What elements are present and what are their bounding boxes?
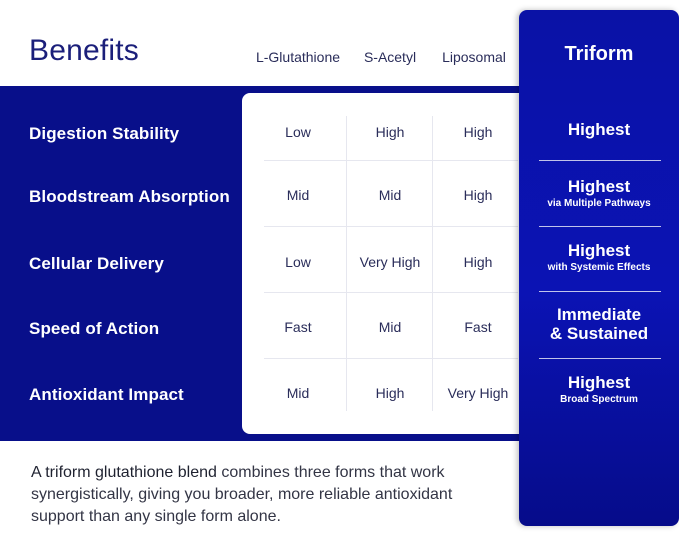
footer-rest: combines three forms that work synergistically, giving you broader, more reliable antioxidant support than any single form alone.	[31, 464, 453, 525]
triform-cell-sub: via Multiple Pathways	[547, 198, 651, 209]
cell-cellular-s-acetyl: Very High	[359, 254, 421, 270]
triform-cell-main: Highest	[567, 120, 631, 139]
footer-text	[31, 462, 491, 528]
column-header-s-acetyl: S-Acetyl	[363, 49, 417, 65]
triform-cell-absorption	[519, 177, 679, 209]
cell-speed-s-acetyl: Mid	[378, 319, 402, 335]
triform-column	[519, 10, 679, 526]
triform-divider	[539, 226, 661, 227]
triform-cell-antioxidant	[519, 373, 679, 405]
cell-digestion-s-acetyl: High	[375, 124, 405, 140]
cell-antioxidant-s-acetyl: High	[375, 385, 405, 401]
cell-absorption-s-acetyl: Mid	[378, 187, 402, 203]
row-label-cellular: Cellular Delivery	[29, 254, 164, 273]
cell-absorption-l-glutathione: Mid	[286, 187, 310, 203]
column-header-liposomal: Liposomal	[442, 49, 506, 65]
row-label-digestion: Digestion Stability	[29, 124, 180, 143]
triform-cell-sub: with Systemic Effects	[547, 262, 651, 273]
row-label-speed: Speed of Action	[29, 319, 160, 338]
triform-cell-main: Highest	[567, 177, 631, 196]
triform-title: Triform	[564, 43, 634, 65]
triform-divider	[539, 160, 661, 161]
cell-speed-l-glutathione: Fast	[284, 319, 312, 335]
triform-divider	[539, 358, 661, 359]
triform-cell-sub: Broad Spectrum	[560, 394, 638, 405]
cell-antioxidant-l-glutathione: Mid	[286, 385, 310, 401]
triform-cell-cellular	[519, 241, 679, 273]
cell-antioxidant-liposomal: Very High	[447, 385, 509, 401]
grid-line	[264, 292, 518, 293]
row-label-antioxidant: Antioxidant Impact	[29, 385, 184, 404]
cell-absorption-liposomal: High	[463, 187, 493, 203]
triform-cell-main: Highest	[567, 373, 631, 392]
cell-cellular-liposomal: High	[463, 254, 493, 270]
triform-cell-main: Immediate & Sustained	[549, 305, 649, 343]
cell-speed-liposomal: Fast	[464, 319, 492, 335]
triform-cell-speed	[519, 305, 679, 343]
grid-line	[264, 226, 518, 227]
triform-cell-digestion	[519, 120, 679, 139]
row-label-absorption: Bloodstream Absorption	[29, 187, 230, 206]
column-header-l-glutathione: L-Glutathione	[255, 49, 341, 65]
cell-digestion-liposomal: High	[463, 124, 493, 140]
page-title: Benefits	[29, 34, 139, 67]
cell-digestion-l-glutathione: Low	[285, 124, 311, 140]
grid-line	[264, 358, 518, 359]
triform-cell-main: Highest	[567, 241, 631, 260]
grid-line	[264, 160, 518, 161]
cell-cellular-l-glutathione: Low	[285, 254, 311, 270]
footer-lead: A triform glutathione blend	[31, 464, 217, 481]
triform-divider	[539, 291, 661, 292]
